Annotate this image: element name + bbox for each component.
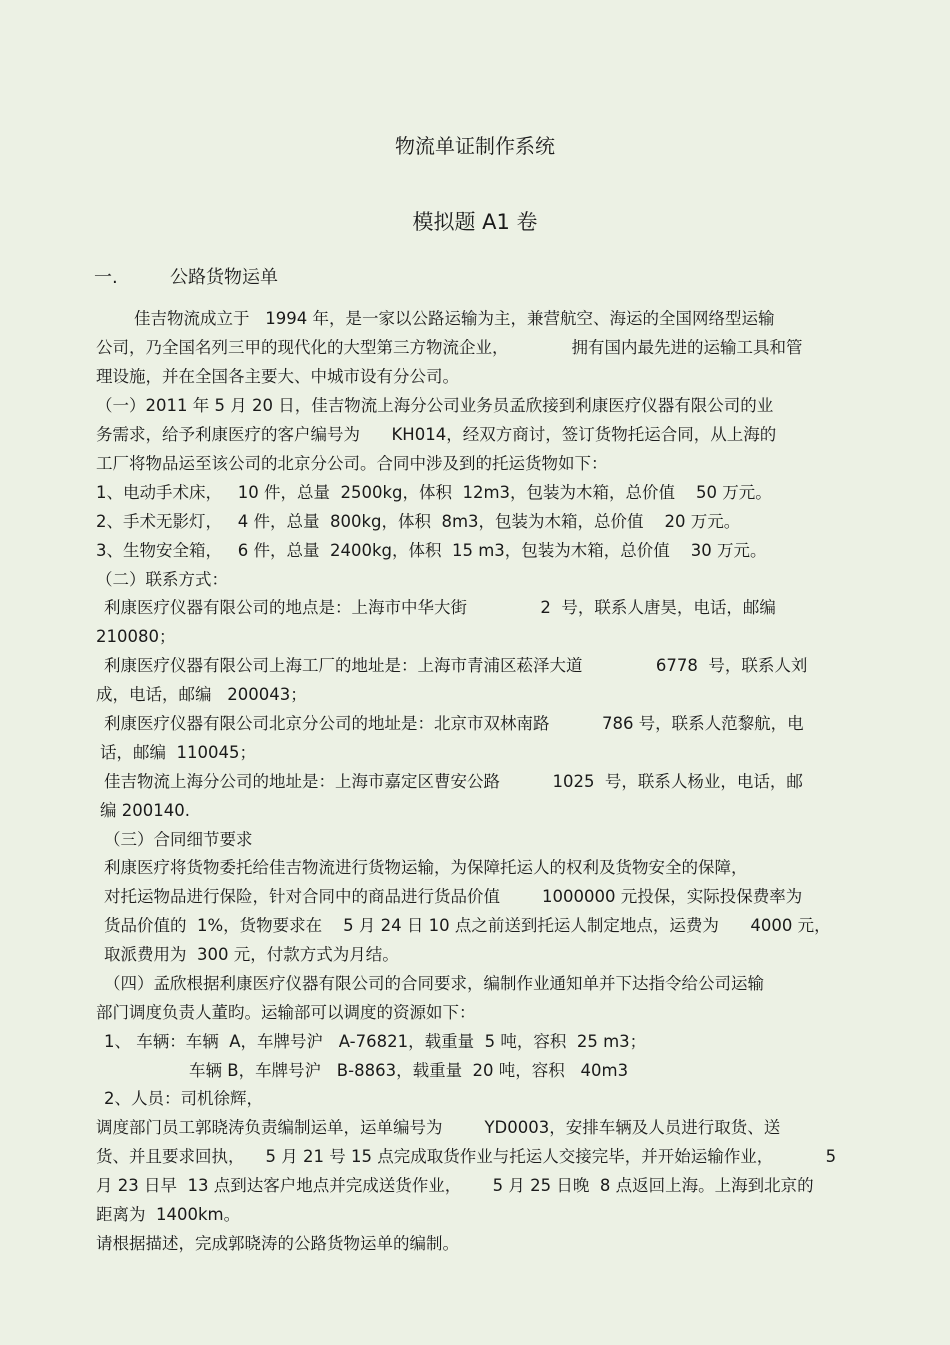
paragraph-line: （四）孟欣根据利康医疗仪器有限公司的合同要求，编制作业通知单并下达指令给公司运输 [104, 974, 764, 993]
paragraph-line: 利康医疗将货物委托给佳吉物流进行货物运输，为保障托运人的权利及货物安全的保障， [104, 858, 748, 877]
paragraph-line: 210080； [96, 627, 176, 646]
paragraph-line: （一）2011 年 5 月 20 日，佳吉物流上海分公司业务员孟欣接到利康医疗仪器有限公司的业 [96, 396, 774, 415]
paragraph-line: 利康医疗仪器有限公司的地点是：上海市中华大街 2 号，联系人唐昊，电话，邮编 [104, 598, 776, 617]
instruction-line: 请根据描述，完成郭晓涛的公路货物运单的编制。 [96, 1234, 459, 1253]
paragraph-line: 话，邮编 110045； [100, 743, 256, 762]
document-title: 物流单证制作系统 [395, 134, 555, 158]
paragraph-line: 对托运物品进行保险，针对合同中的商品进行货品价值 1000000 元投保，实际投保费率为 [104, 887, 803, 906]
paragraph-line: 编 200140. [100, 801, 190, 820]
vehicle-line: 车辆 B，车牌号沪 B-8863，载重量 20 吨，容积 40m3 [189, 1061, 629, 1080]
cargo-item-line: 3、生物安全箱， 6 件，总量 2400kg，体积 15 m3，包装为木箱，总价值 30 万元。 [96, 541, 767, 560]
paragraph-line: 月 23 日早 13 点到达客户地点并完成送货作业， 5 月 25 日晚 8 点返回上海。上海到北京的 [96, 1176, 814, 1195]
paragraph-line: 2、人员：司机徐辉， [104, 1089, 263, 1108]
cargo-item-line: 1、电动手术床， 10 件，总量 2500kg，体积 12m3，包装为木箱，总价值 50 万元。 [96, 483, 772, 502]
vehicle-line: 1、 车辆：车辆 A，车牌号沪 A-76821，载重量 5 吨，容积 25 m3； [104, 1032, 647, 1051]
paragraph-line: 务需求，给予利康医疗的客户编号为 KH014，经双方商讨，签订货物托运合同，从上海的 [96, 425, 777, 444]
paragraph-line: 佳吉物流上海分公司的地址是：上海市嘉定区曹安公路 1025 号，联系人杨业，电话，邮 [104, 772, 803, 791]
section-label: 公路货物运单 [170, 267, 278, 288]
paragraph-line: 货、并且要求回执， 5 月 21 号 15 点完成取货作业与托运人交接完毕，并开始运输作业， 5 [96, 1147, 837, 1166]
paragraph-line: 公司，乃全国名列三甲的现代化的大型第三方物流企业， 拥有国内最先进的运输工具和管 [96, 338, 803, 357]
paragraph-line: 货品价值的 1%，货物要求在 5 月 24 日 10 点之前送到托运人制定地点，运费为 4000 元， [104, 916, 831, 935]
section-heading [94, 263, 278, 289]
paragraph-line: 成，电话，邮编 200043； [96, 685, 307, 704]
paragraph-line: （三）合同细节要求 [104, 830, 253, 849]
paragraph-line: 部门调度负责人董昀。运输部可以调度的资源如下： [96, 1003, 476, 1022]
paragraph-line: （二）联系方式： [96, 570, 228, 589]
paragraph-line: 利康医疗仪器有限公司北京分公司的地址是：北京市双林南路 786 号，联系人范黎航，电 [104, 714, 804, 733]
paragraph-line: 取派费用为 300 元，付款方式为月结。 [104, 945, 399, 964]
section-number: 一. [94, 267, 118, 288]
paragraph-line: 利康医疗仪器有限公司上海工厂的地址是：上海市青浦区菘泽大道 6778 号，联系人刘 [104, 656, 808, 675]
document-subtitle: 模拟题 A1 卷 [412, 210, 538, 234]
cargo-item-line: 2、手术无影灯， 4 件，总量 800kg，体积 8m3，包装为木箱，总价值 20 万元。 [96, 512, 741, 531]
paragraph-line: 佳吉物流成立于 1994 年，是一家以公路运输为主，兼营航空、海运的全国网络型运输 [134, 309, 775, 328]
paragraph-line: 理设施，并在全国各主要大、中城市设有分公司。 [96, 367, 459, 386]
paragraph-line: 距离为 1400km。 [96, 1205, 241, 1224]
paragraph-line: 工厂将物品运至该公司的北京分公司。合同中涉及到的托运货物如下： [96, 454, 608, 473]
paragraph-line: 调度部门员工郭晓涛负责编制运单，运单编号为 YD0003，安排车辆及人员进行取货、送 [96, 1118, 781, 1137]
